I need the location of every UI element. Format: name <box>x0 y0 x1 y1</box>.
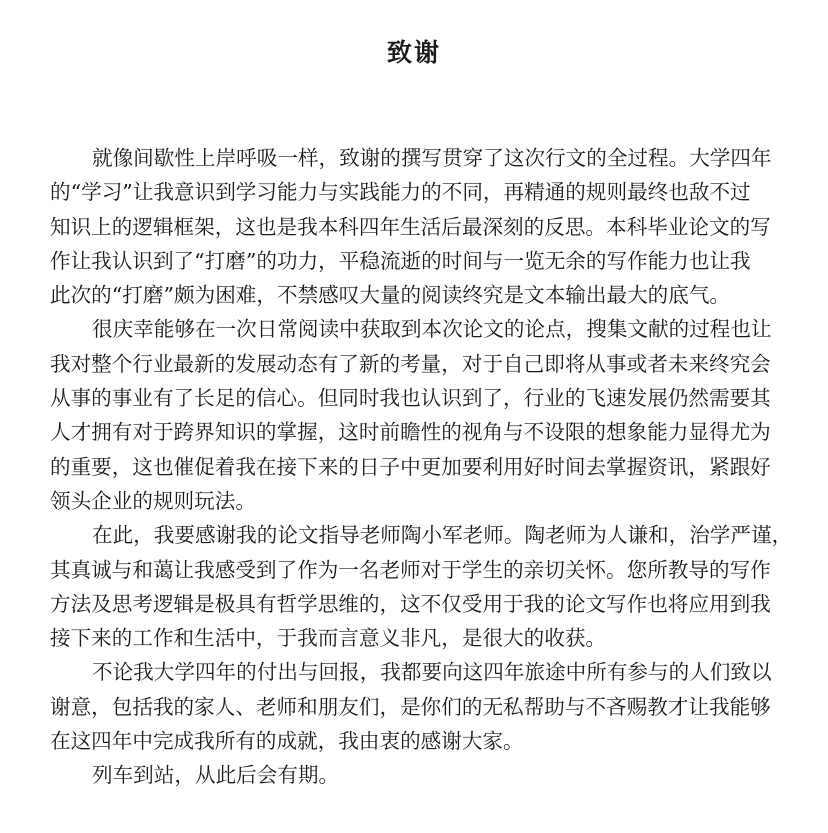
text-line: 在这四年中完成我所有的成就，我由衷的感谢大家。 <box>50 729 524 754</box>
text-line: 在此，我要感谢我的论文指导老师陶小军老师。陶老师为人谦和，治学严谨， <box>92 523 793 548</box>
text-line: 列车到站，从此后会有期。 <box>92 763 340 788</box>
text-line: 从事的事业有了长足的信心。但同时我也认识到了，行业的飞速发展仍然需要其 <box>50 386 771 411</box>
paragraph <box>50 141 782 312</box>
text-line: 很庆幸能够在一次日常阅读中获取到本次论文的论点，搜集文献的过程也让 <box>92 317 772 342</box>
page-title: 致谢 <box>386 38 441 67</box>
text-line: 知识上的逻辑框架，这也是我本科四年生活后最深刻的反思。本科毕业论文的写 <box>50 214 771 239</box>
text-line: 谢意，包括我的家人、老师和朋友们，是你们的无私帮助与不吝赐教才让我能够 <box>50 694 771 719</box>
text-line: 领头企业的规则玩法。 <box>50 488 256 513</box>
text-line: 接下来的工作和生活中，于我而言意义非凡，是很大的收获。 <box>50 626 607 651</box>
text-line: 就像间歇性上岸呼吸一样，致谢的撰写贯穿了这次行文的全过程。大学四年 <box>92 146 772 170</box>
text-line: 的重要，这也催促着我在接下来的日子中更加要利用好时间去掌握资讯，紧跟好 <box>50 454 771 479</box>
paragraph <box>50 758 782 792</box>
text-line: 不论我大学四年的付出与回报，我都要向这四年旅途中所有参与的人们致以 <box>92 660 772 685</box>
text-line: 方法及思考逻辑是极具有哲学思维的，这不仅受用于我的论文写作也将应用到我 <box>50 591 771 616</box>
text-line: 此次的“打磨”颇为困难，不禁感叹大量的阅读终究是文本输出最大的底气。 <box>50 283 731 308</box>
paragraph <box>50 518 793 655</box>
text-line: 其真诚与和蔼让我感受到了作为一名老师对于学生的亲切关怀。您所教导的写作 <box>50 557 771 582</box>
text-line: 人才拥有对于跨界知识的掌握，这时前瞻性的视角与不设限的想象能力显得尤为 <box>50 420 771 445</box>
text-line: 作让我认识到了“打磨”的功力，平稳流逝的时间与一览无余的写作能力也让我 <box>50 248 751 273</box>
paragraph <box>50 312 782 518</box>
paragraph <box>50 655 782 758</box>
document-body <box>50 141 793 793</box>
text-line: 的“学习”让我意识到学习能力与实践能力的不同，再精通的规则最终也敌不过 <box>50 180 751 205</box>
text-line: 我对整个行业最新的发展动态有了新的考量，对于自己即将从事或者未来终究会 <box>50 351 771 376</box>
